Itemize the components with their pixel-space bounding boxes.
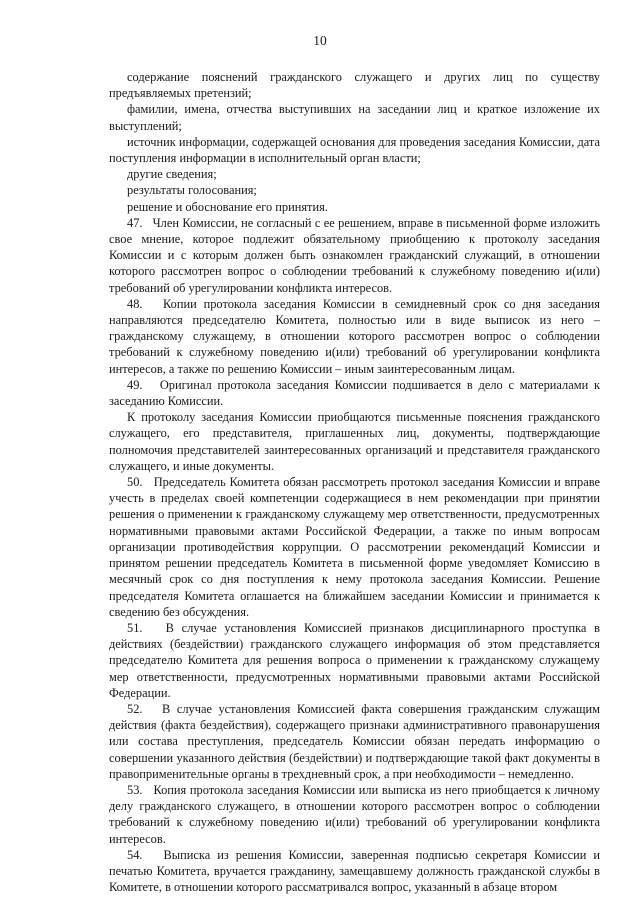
paragraph-speakers: фамилии, имена, отчества выступивших на заседании лиц и краткое изложение их выступлений; <box>109 102 600 133</box>
paragraph-decision: решение и обоснование его принятия. <box>127 199 328 214</box>
paragraph-49: 49. Оригинал протокола заседания Комиссии подшивается в дело с материалами к заседанию Комиссии. <box>109 377 600 409</box>
paragraph-54: 54. Выписка из решения Комиссии, заверенная подписью секретаря Комиссии и печатью Комитета, вручается гражданину, замещавшему должность гражданской службы в Комитете, в отношении которого рассматривался вопрос, указанный в абзаце втором <box>109 847 600 895</box>
paragraph-info-source: источник информации, содержащей основания для проведения заседания Комиссии, дата поступления информации в исполнительный орган власти; <box>109 134 600 166</box>
paragraph-other-info: другие сведения; <box>127 167 217 182</box>
paragraph-53: 53. Копия протокола заседания Комиссии или выписка из него приобщается к личному делу гражданского служащего, в отношении которого рассмотрен вопрос о соблюдении требований к служебному поведению и(или) требований об урегулировании конфликта интересов. <box>109 782 600 846</box>
paragraph-47: 47. Член Комиссии, не согласный с ее решением, вправе в письменной форме изложить свое мнение, которое подлежит обязательному приобщению к протоколу заседания Комиссии и с которым должен быть ознакомлен гражданский служащий, в отношении которого рассмотрен вопрос о соблюдении требований к служебному поведению и(или) требований об урегулировании конфликта интересов. <box>109 215 600 295</box>
paragraph-52: 52. В случае установления Комиссией факта совершения гражданским служащим действия (факта бездействия), содержащего признаки административного правонарушения или состава преступления, председатель Комиссии обязан передать информацию о совершении указанного действия (бездействии) и подтверждающие такой факт документы в правоприменительные органы в трехдневный срок, а при необходимости – немедленно. <box>109 701 600 781</box>
paragraph-51: 51. В случае установления Комиссией признаков дисциплинарного проступка в действиях (бездействии) гражданского служащего информация об этом представляется председателю Комитета для решения вопроса о применении к гражданскому служащему мер ответственности, предусмотренных нормативными правовыми актами Российской Федерации. <box>109 620 600 700</box>
page-number: 10 <box>313 33 327 48</box>
paragraph-50: 50. Председатель Комитета обязан рассмотреть протокол заседания Комиссии и вправе учесть в пределах своей компетенции содержащиеся в нем рекомендации при принятии решения о применении к гражданскому служащему мер ответственности, предусмотренных нормативными правовыми актами Российской Федерации, а также по иным вопросам организации противодействия коррупции. О рассмотрении рекомендаций Комиссии и принятом решении председатель Комитета в письменной форме уведомляет Комиссию в месячный срок со дня поступления к нему протокола заседания Комиссии. Решение председателя Комитета оглашается на ближайшем заседании Комиссии и принимается к сведению без обсуждения. <box>109 475 600 619</box>
document-body <box>109 69 600 895</box>
paragraph-49-attachments: К протоколу заседания Комиссии приобщаются письменные пояснения гражданского служащего, его представителя, приглашенных лиц, документы, подтверждающие полномочия представителей заинтересованных организаций и представителя гражданского служащего, и иные документы. <box>109 410 600 473</box>
paragraph-48: 48. Копии протокола заседания Комиссии в семидневный срок со дня заседания направляются председателю Комитета, полностью или в виде выписок из него – гражданскому служащему, в отношении которого рассмотрен вопрос о соблюдении требований к служебному поведению и(или) требований об урегулировании конфликта интересов, а также по решению Комиссии – иным заинтересованным лицам. <box>109 296 600 376</box>
paragraph-vote-results: результаты голосования; <box>127 183 257 198</box>
paragraph-explanations: содержание пояснений гражданского служащего и других лиц по существу предъявляемых претензий; <box>109 70 600 101</box>
